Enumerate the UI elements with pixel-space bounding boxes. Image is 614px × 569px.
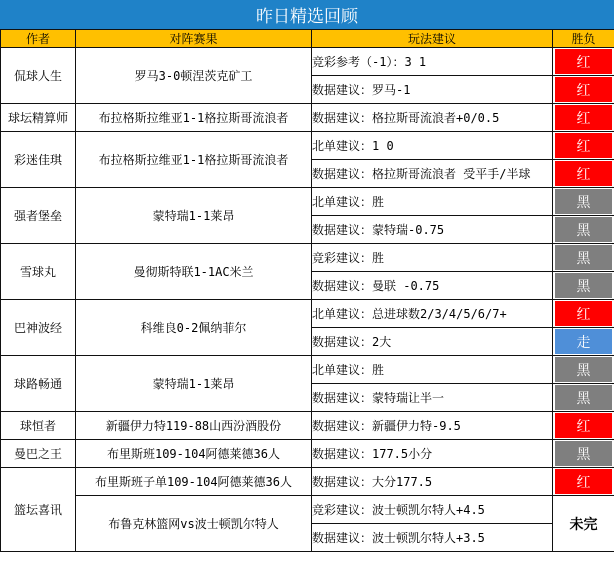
header-match: 对阵赛果 [76,30,312,48]
tip-cell: 数据建议：蒙特瑞让半一 [312,384,553,412]
match-cell: 布拉格斯拉维亚1-1格拉斯哥流浪者 [76,132,312,188]
result-cell [553,244,614,272]
author-cell: 曼巴之王 [1,440,76,468]
tip-cell: 数据建议：2大 [312,328,553,356]
table-row [1,468,614,496]
match-cell: 蒙特瑞1-1莱昂 [76,356,312,412]
tip-cell: 竞彩建议：波士顿凯尔特人+4.5 [312,496,553,524]
result-cell [553,48,614,76]
result-cell [553,300,614,328]
result-badge: 红 [555,161,612,186]
result-badge: 走 [555,329,612,354]
tip-cell: 竞彩建议：胜 [312,244,553,272]
author-cell: 球坛精算师 [1,104,76,132]
tip-cell: 数据建议：蒙特瑞-0.75 [312,216,553,244]
result-cell [553,356,614,384]
header-author: 作者 [1,30,76,48]
tip-cell: 数据建议：大分177.5 [312,468,553,496]
table-row [1,244,614,272]
tip-cell: 数据建议：波士顿凯尔特人+3.5 [312,524,553,552]
tip-cell: 北单建议：1 0 [312,132,553,160]
tip-cell: 数据建议：罗马-1 [312,76,553,104]
result-badge: 红 [555,301,612,326]
result-cell [553,188,614,216]
result-badge: 黑 [555,217,612,242]
result-cell [553,104,614,132]
match-cell: 布鲁克林篮网vs波士顿凯尔特人 [76,496,312,552]
table-row [1,48,614,76]
result-badge: 红 [555,133,612,158]
author-cell: 篮坛喜讯 [1,468,76,552]
result-badge: 红 [555,413,612,438]
result-badge: 红 [555,77,612,102]
result-badge: 黑 [555,245,612,270]
result-badge: 黑 [555,273,612,298]
tip-cell: 北单建议：胜 [312,356,553,384]
author-cell: 球恒者 [1,412,76,440]
match-cell: 蒙特瑞1-1莱昂 [76,188,312,244]
table-row [1,440,614,468]
tip-cell: 北单建议：总进球数2/3/4/5/6/7+ [312,300,553,328]
result-badge: 黑 [555,189,612,214]
result-badge: 黑 [555,357,612,382]
results-table [0,29,614,552]
result-badge: 黑 [555,441,612,466]
table-row [1,188,614,216]
tip-cell: 数据建议：177.5小分 [312,440,553,468]
result-cell [553,132,614,160]
result-cell [553,328,614,356]
result-badge: 黑 [555,385,612,410]
result-cell [553,160,614,188]
match-cell: 科维良0-2佩纳菲尔 [76,300,312,356]
match-cell: 布里斯班109-104阿德莱德36人 [76,440,312,468]
match-cell: 罗马3-0顿涅茨克矿工 [76,48,312,104]
table-row [1,496,614,524]
match-cell: 布拉格斯拉维亚1-1格拉斯哥流浪者 [76,104,312,132]
author-cell: 侃球人生 [1,48,76,104]
table-row [1,300,614,328]
author-cell: 彩迷佳琪 [1,132,76,188]
author-cell: 雪球丸 [1,244,76,300]
tip-cell: 数据建议：格拉斯哥流浪者+0/0.5 [312,104,553,132]
table-row [1,356,614,384]
table-row [1,132,614,160]
result-cell [553,216,614,244]
result-cell [553,76,614,104]
tip-cell: 数据建议：新疆伊力特-9.5 [312,412,553,440]
match-cell: 新疆伊力特119-88山西汾酒股份 [76,412,312,440]
result-cell [553,384,614,412]
result-cell [553,440,614,468]
tip-cell: 竞彩参考（-1）：3 1 [312,48,553,76]
tip-cell: 北单建议：胜 [312,188,553,216]
tip-cell: 数据建议：格拉斯哥流浪者 受平手/半球 [312,160,553,188]
author-cell: 巴神波经 [1,300,76,356]
author-cell: 球路畅通 [1,356,76,412]
result-badge: 红 [555,469,612,494]
result-badge: 未完 [569,516,598,533]
result-cell [553,412,614,440]
result-cell [553,468,614,496]
match-cell: 曼彻斯特联1-1AC米兰 [76,244,312,300]
header-result: 胜负 [553,30,614,48]
author-cell: 强者堡垒 [1,188,76,244]
result-badge: 红 [555,49,612,74]
table-row [1,104,614,132]
tip-cell: 数据建议：曼联 -0.75 [312,272,553,300]
result-cell [553,272,614,300]
header-row [1,30,614,48]
result-cell [553,496,614,552]
result-badge: 红 [555,105,612,130]
table-row [1,412,614,440]
match-cell: 布里斯班子单109-104阿德莱德36人 [76,468,312,496]
panel-title: 昨日精选回顾 [0,0,614,29]
header-tip: 玩法建议 [312,30,553,48]
